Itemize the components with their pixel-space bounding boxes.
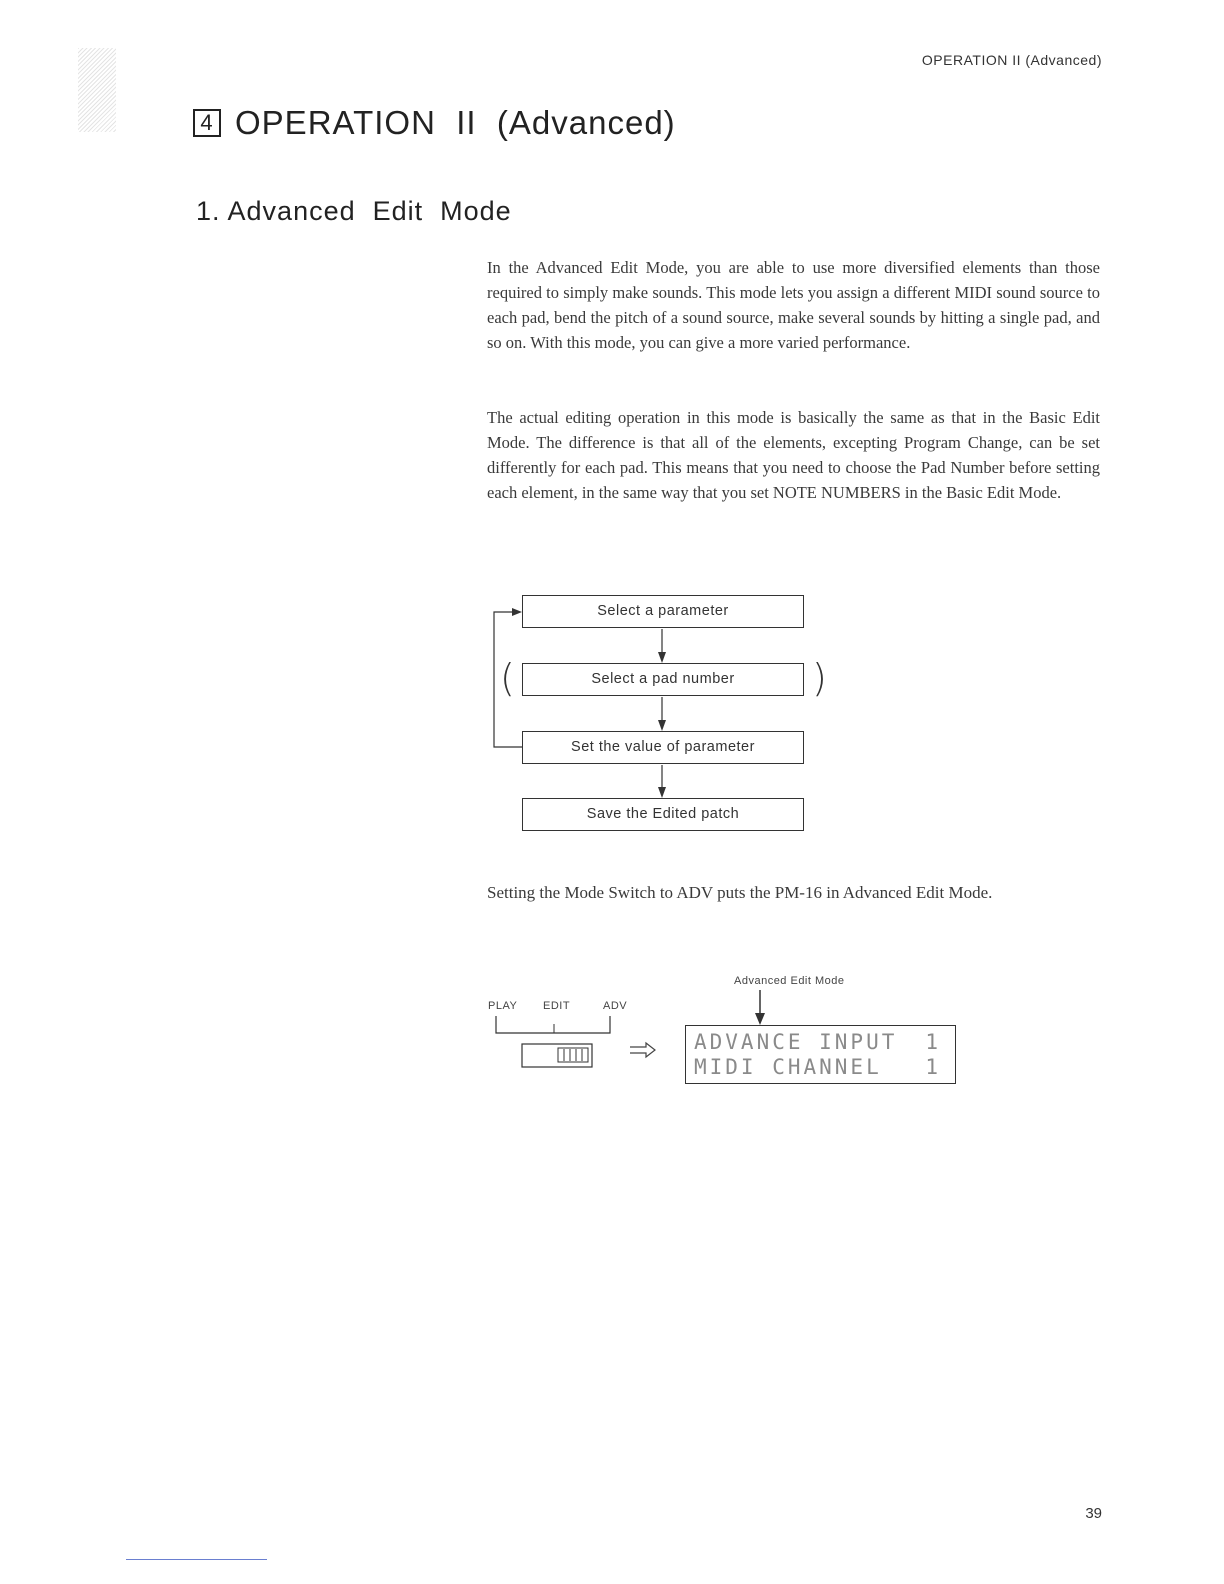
chapter-title-text: OPERATION II (Advanced): [235, 104, 676, 141]
flow-step-select-parameter: Select a parameter: [522, 595, 804, 628]
optional-paren-left: (: [500, 656, 515, 700]
lcd-display: [685, 1025, 956, 1084]
chapter-number-box: 4: [193, 109, 221, 137]
mode-switch-icon: [488, 1000, 638, 1080]
lcd-line-1-value: 1: [925, 1030, 941, 1054]
switch-label-adv: ADV: [603, 1000, 628, 1012]
down-arrow-icon: [752, 990, 768, 1026]
mode-switch-diagram: [488, 1000, 638, 1080]
flow-step-save-patch: Save the Edited patch: [522, 798, 804, 831]
lcd-line-1: [694, 1030, 941, 1055]
section-title: 1. Advanced Edit Mode: [196, 196, 512, 226]
chapter-title: [193, 104, 676, 142]
footer-rule: [126, 1559, 267, 1560]
switch-label-edit: EDIT: [543, 1000, 571, 1012]
scan-artifact: [78, 48, 116, 132]
running-head: OPERATION II (Advanced): [921, 52, 1102, 68]
paragraph-intro: In the Advanced Edit Mode, you are able to use more diversified elements than those required to simply make sounds. This mode lets you assign a different MIDI sound source to each pad, bend the pitch of a sound source, make several sounds by hitting a single pad, and so on. With this mode, you can give a more varied performance.: [487, 258, 1100, 352]
page-number: 39: [1085, 1505, 1102, 1522]
flow-step-set-value: Set the value of parameter: [522, 731, 804, 764]
flowchart: [480, 590, 840, 840]
lcd-line-2-value: 1: [925, 1055, 941, 1079]
lcd-caption: Advanced Edit Mode: [734, 975, 845, 987]
right-arrow-icon: [628, 1040, 658, 1060]
lcd-line-2: [694, 1055, 941, 1080]
lcd-line-2-text: MIDI CHANNEL: [694, 1055, 882, 1079]
flow-step-select-pad: Select a pad number: [522, 663, 804, 696]
optional-paren-right: ): [812, 656, 827, 700]
paragraph-editing: The actual editing operation in this mode is basically the same as that in the Basic Edit Mode. The difference is that all of the elements, excepting Program Change, can be set differently for each pad. This means that you need to choose the Pad Number before setting each element, in the same way that you set NOTE NUMBERS in the Basic Edit Mode.: [487, 408, 1100, 502]
switch-label-play: PLAY: [488, 1000, 518, 1012]
lcd-line-1-text: ADVANCE INPUT: [694, 1030, 898, 1054]
paragraph-mode-switch: Setting the Mode Switch to ADV puts the PM-16 in Advanced Edit Mode.: [487, 883, 993, 902]
